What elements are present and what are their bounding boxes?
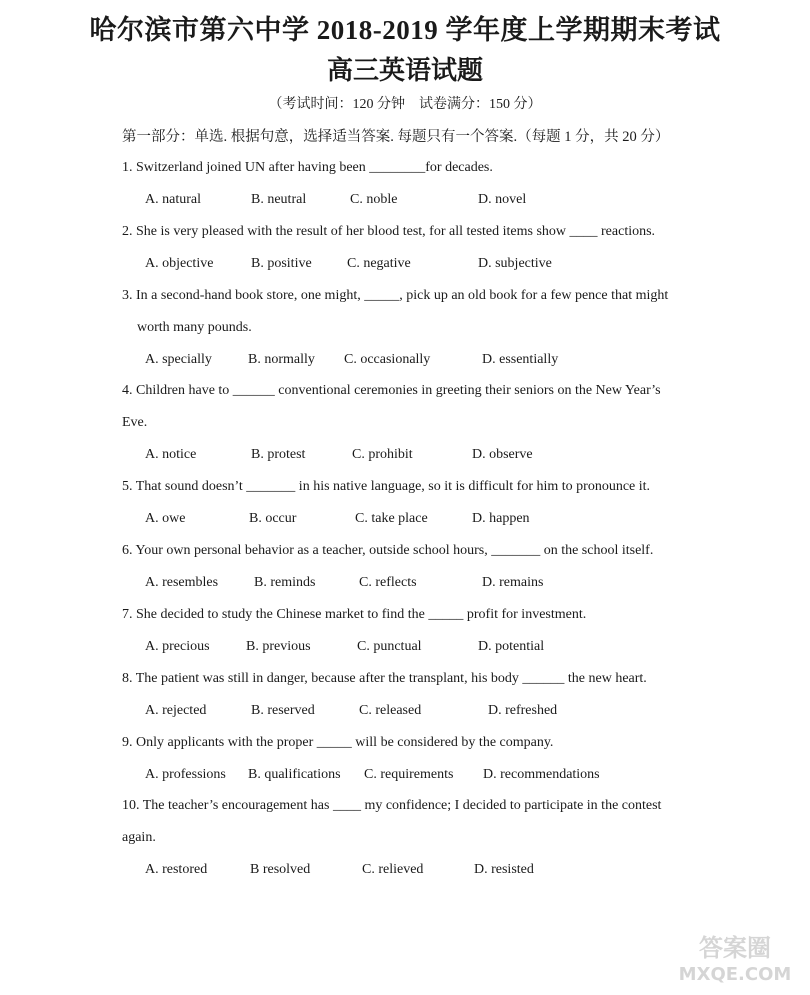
option-d: D. novel (478, 192, 527, 207)
watermark-line2: MXQE.COM (678, 964, 792, 985)
option-b: B. neutral (251, 192, 307, 207)
option-d: D. resisted (474, 862, 534, 877)
option-a: A. objective (145, 256, 214, 271)
option-d: D. refreshed (488, 703, 558, 718)
question-1: 1. Switzerland joined UN after having been ________for decades. (122, 160, 493, 175)
option-a: A. specially (145, 352, 212, 367)
option-d: D. potential (478, 639, 545, 654)
option-c: C. requirements (364, 767, 454, 782)
option-a: A. natural (145, 192, 201, 207)
exam-title: 哈尔滨市第六中学 2018-2019 学年度上学期期末考试 (89, 15, 721, 45)
option-a: A. restored (145, 862, 208, 877)
option-c: C. noble (350, 192, 398, 207)
watermark-line1: 答案圈 (699, 934, 771, 962)
question-7: 7. She decided to study the Chinese market to find the _____ profit for investment. (122, 607, 587, 622)
option-c: C. punctual (357, 639, 422, 654)
option-a: A. resembles (145, 575, 219, 590)
option-d: D. happen (472, 511, 530, 526)
option-a: A. rejected (145, 703, 207, 718)
exam-info: （考试时间：120 分钟 试卷满分：150 分） (268, 97, 542, 112)
option-b: B. reserved (251, 703, 315, 718)
question-4: 4. Children have to ______ conventional ceremonies in greeting their seniors on the New Year’s (122, 383, 661, 398)
option-b: B. reminds (254, 575, 316, 590)
option-b: B. normally (248, 352, 315, 367)
option-d: D. subjective (478, 256, 552, 271)
option-b: B. positive (251, 256, 312, 271)
option-c: C. negative (347, 256, 411, 271)
question-2: 2. She is very pleased with the result of her blood test, for all tested items show ____ reactions. (122, 224, 656, 239)
option-a: A. notice (145, 447, 197, 462)
question-6: 6. Your own personal behavior as a teacher, outside school hours, _______ on the school itself. (122, 543, 654, 558)
question-9: 9. Only applicants with the proper _____ will be considered by the company. (122, 735, 554, 750)
option-b: B. qualifications (248, 767, 341, 782)
question-3: 3. In a second-hand book store, one might, _____, pick up an old book for a few pence that might (122, 288, 669, 303)
option-b: B. protest (251, 447, 306, 462)
option-b: B. occur (249, 511, 297, 526)
watermark-logo (670, 930, 800, 985)
question-4-continuation: Eve. (122, 415, 148, 430)
section-heading: 第一部分：单选. 根据句意，选择适当答案. 每题只有一个答案.（每题 1 分，共 20 分） (122, 129, 670, 145)
question-5: 5. That sound doesn’t _______ in his native language, so it is difficult for him to pronounce it. (122, 479, 651, 494)
option-c: C. prohibit (352, 447, 413, 462)
option-d: D. recommendations (483, 767, 600, 782)
option-c: C. relieved (362, 862, 424, 877)
question-10-continuation: again. (122, 830, 156, 845)
option-c: C. take place (355, 511, 428, 526)
exam-subtitle: 高三英语试题 (326, 56, 483, 85)
question-3-continuation: worth many pounds. (137, 320, 252, 335)
option-d: D. essentially (482, 352, 559, 367)
option-d: D. remains (482, 575, 544, 590)
option-c: C. occasionally (344, 352, 431, 367)
option-a: A. precious (145, 639, 210, 654)
option-c: C. reflects (359, 575, 417, 590)
question-10: 10. The teacher’s encouragement has ____ my confidence; I decided to participate in the contest (122, 798, 662, 813)
option-c: C. released (359, 703, 422, 718)
option-a: A. professions (145, 767, 226, 782)
option-a: A. owe (145, 511, 186, 526)
question-8: 8. The patient was still in danger, because after the transplant, his body ______ the new heart. (122, 671, 647, 686)
option-b: B. previous (246, 639, 311, 654)
option-b: B resolved (250, 862, 311, 877)
option-d: D. observe (472, 447, 533, 462)
